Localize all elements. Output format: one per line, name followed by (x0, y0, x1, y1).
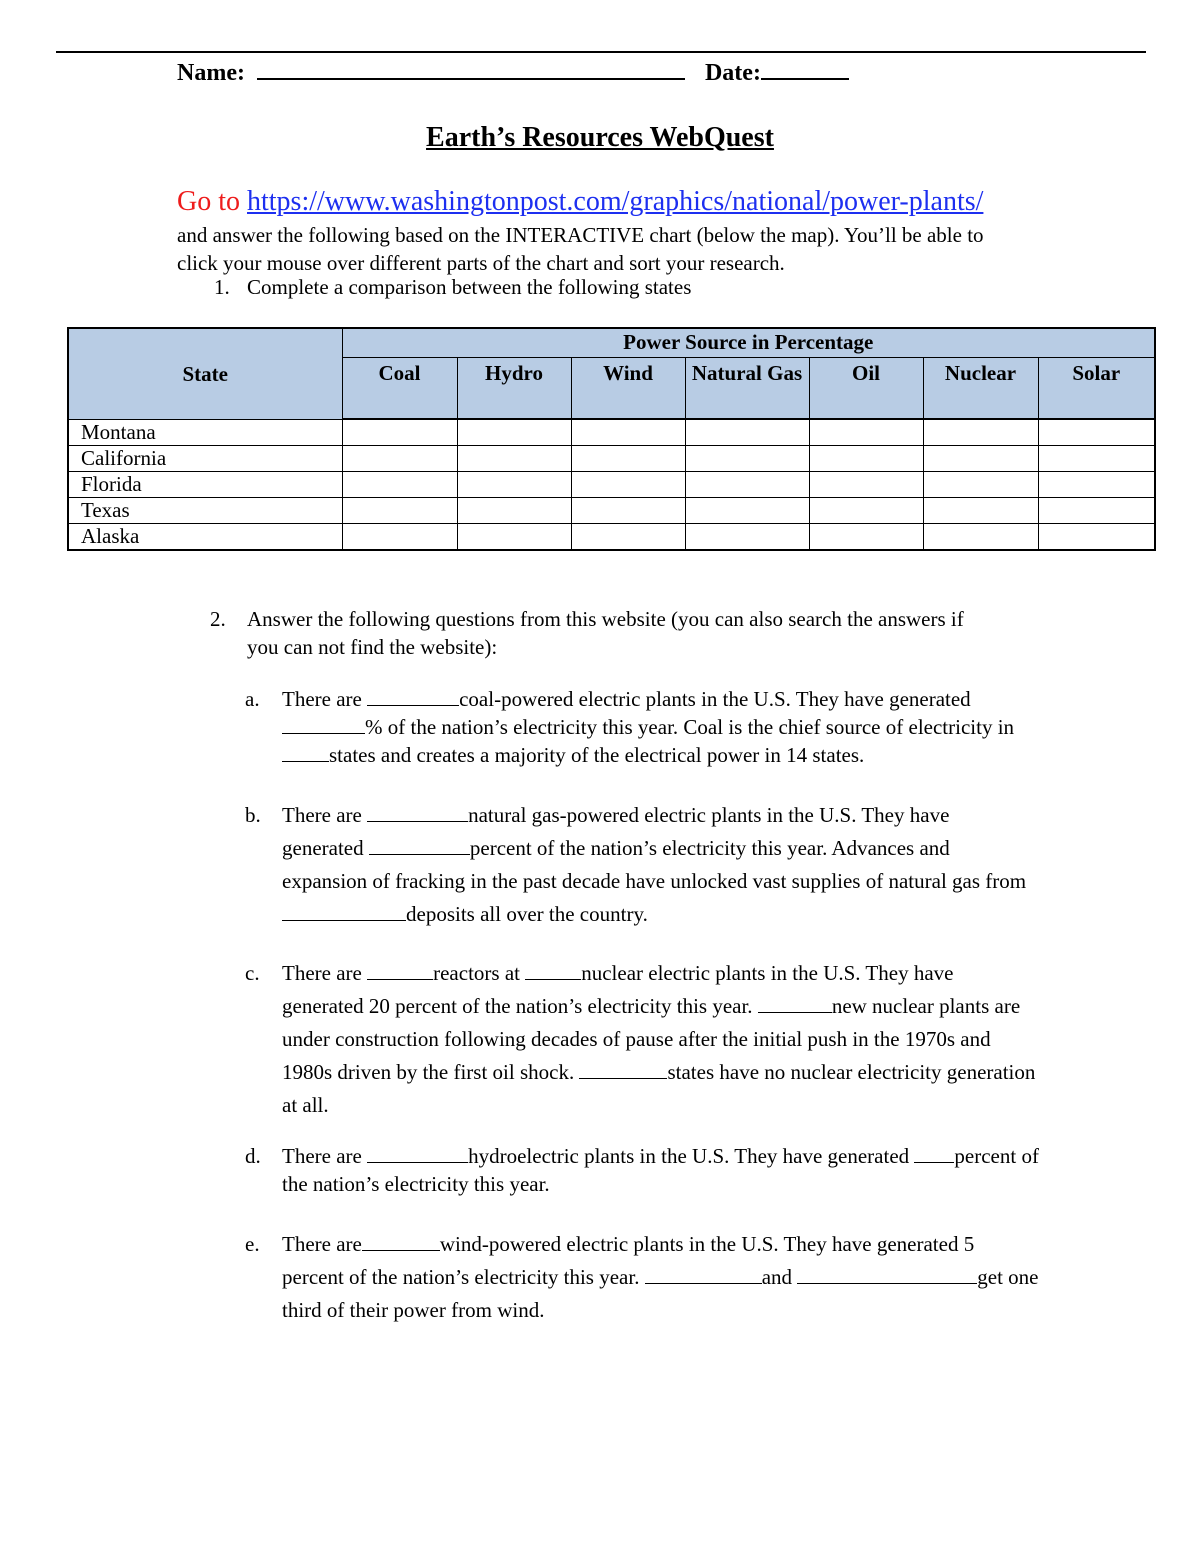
answer-cell[interactable] (342, 498, 457, 524)
row-state-label: Alaska (68, 524, 342, 551)
name-label: Name: (177, 60, 245, 86)
question-1-number: 1. (214, 275, 230, 299)
row-state-label: Florida (68, 472, 342, 498)
date-blank[interactable] (761, 77, 849, 80)
answer-cell[interactable] (342, 472, 457, 498)
answer-cell[interactable] (685, 472, 809, 498)
question-1 (214, 275, 691, 300)
answer-blank[interactable] (914, 1161, 954, 1163)
q2e-text: There are (282, 1232, 362, 1256)
answer-cell[interactable] (571, 524, 685, 551)
question-2-line-1: Answer the following questions from this website (you can also search the answers if (247, 607, 964, 631)
answer-blank[interactable] (369, 853, 470, 855)
answer-cell[interactable] (685, 498, 809, 524)
q2c-text: under construction following decades of pause after the initial push in the 1970s and (282, 1027, 991, 1051)
table-row (68, 419, 1155, 446)
answer-cell[interactable] (1038, 419, 1155, 446)
question-2e (245, 1228, 1125, 1327)
q2c-text: at all. (282, 1093, 329, 1117)
intro-line-1: and answer the following based on the INTERACTIVE chart (below the map). You’ll be able to (177, 223, 984, 247)
q2c-text: 1980s driven by the first oil shock. (282, 1060, 580, 1084)
col-header-coal: Coal (342, 358, 457, 420)
q2b-text: expansion of fracking in the past decade have unlocked vast supplies of natural gas from (282, 869, 1027, 893)
answer-blank[interactable] (282, 760, 329, 762)
top-rule (56, 51, 1146, 53)
q2b-text: deposits all over the country. (406, 902, 648, 926)
q2b-text: natural gas-powered electric plants in the U.S. They have (468, 803, 950, 827)
webquest-link[interactable]: https://www.washingtonpost.com/graphics/national/power-plants/ (247, 186, 984, 217)
answer-cell[interactable] (685, 446, 809, 472)
table-row (68, 472, 1155, 498)
answer-cell[interactable] (457, 472, 571, 498)
row-state-label: Texas (68, 498, 342, 524)
col-header-solar: Solar (1038, 358, 1155, 420)
question-2a-letter: a. (245, 687, 260, 711)
answer-cell[interactable] (342, 524, 457, 551)
answer-blank[interactable] (367, 1161, 468, 1163)
answer-cell[interactable] (685, 419, 809, 446)
answer-cell[interactable] (457, 498, 571, 524)
q2a-text: There are (282, 687, 368, 711)
table-row (68, 446, 1155, 472)
question-2d-letter: d. (245, 1144, 261, 1168)
name-date-line (177, 60, 849, 87)
q2e-text: percent of the nation’s electricity this year. (282, 1265, 645, 1289)
question-2a (245, 685, 1125, 769)
answer-blank[interactable] (579, 1077, 667, 1079)
intro-paragraph (177, 221, 1137, 277)
answer-blank[interactable] (367, 704, 459, 706)
answer-blank[interactable] (797, 1282, 977, 1284)
answer-cell[interactable] (809, 524, 923, 551)
q2c-text: There are (282, 961, 368, 985)
answer-cell[interactable] (809, 498, 923, 524)
intro-line-2: click your mouse over different parts of the chart and sort your research. (177, 251, 785, 275)
q2b-text: There are (282, 803, 368, 827)
q2d-text: hydroelectric plants in the U.S. They have generated (468, 1144, 915, 1168)
answer-blank[interactable] (282, 919, 406, 921)
name-blank[interactable] (257, 77, 685, 80)
answer-cell[interactable] (809, 446, 923, 472)
answer-blank[interactable] (367, 820, 468, 822)
q2b-text: percent of the nation’s electricity this year. Advances and (469, 836, 950, 860)
question-2b-letter: b. (245, 803, 261, 827)
col-header-hydro: Hydro (457, 358, 571, 420)
q2c-text: nuclear electric plants in the U.S. They have (581, 961, 954, 985)
answer-cell[interactable] (571, 446, 685, 472)
col-header-wind: Wind (571, 358, 685, 420)
row-state-label: California (68, 446, 342, 472)
question-2c (245, 957, 1125, 1122)
answer-cell[interactable] (809, 472, 923, 498)
goto-prefix: Go to (177, 186, 240, 217)
answer-cell[interactable] (457, 446, 571, 472)
q2a-text: coal-powered electric plants in the U.S. They have generated (459, 687, 971, 711)
question-1-text: Complete a comparison between the following states (247, 275, 692, 299)
q2d-text: There are (282, 1144, 368, 1168)
row-state-label: Montana (68, 419, 342, 446)
q2c-text: generated 20 percent of the nation’s electricity this year. (282, 994, 758, 1018)
power-source-header: Power Source in Percentage (342, 328, 1155, 358)
q2c-text: new nuclear plants are (831, 994, 1021, 1018)
question-2e-letter: e. (245, 1232, 260, 1256)
question-2c-letter: c. (245, 961, 260, 985)
answer-cell[interactable] (457, 419, 571, 446)
date-label: Date: (704, 60, 761, 86)
answer-blank[interactable] (362, 1249, 440, 1251)
answer-cell[interactable] (923, 446, 1038, 472)
answer-cell[interactable] (923, 419, 1038, 446)
answer-blank[interactable] (367, 978, 433, 980)
answer-cell[interactable] (571, 498, 685, 524)
answer-cell[interactable] (342, 446, 457, 472)
q2c-text: states have no nuclear electricity generation (667, 1060, 1036, 1084)
question-2 (210, 605, 1110, 661)
answer-cell[interactable] (457, 524, 571, 551)
question-2-line-2: you can not find the website): (247, 635, 498, 659)
col-header-nuclear: Nuclear (923, 358, 1038, 420)
answer-cell[interactable] (923, 472, 1038, 498)
page-title: Earth’s Resources WebQuest (426, 122, 774, 153)
answer-cell[interactable] (1038, 446, 1155, 472)
answer-cell[interactable] (342, 419, 457, 446)
answer-cell[interactable] (571, 419, 685, 446)
state-header: State (68, 328, 342, 419)
q2e-text: and (761, 1265, 798, 1289)
question-2b (245, 799, 1125, 931)
q2e-text: wind-powered electric plants in the U.S. They have generated 5 (439, 1232, 975, 1256)
answer-cell[interactable] (923, 524, 1038, 551)
q2e-text: third of their power from wind. (282, 1298, 545, 1322)
col-header-natural-gas: Natural Gas (685, 358, 809, 420)
answer-cell[interactable] (1038, 472, 1155, 498)
q2b-text: generated (282, 836, 369, 860)
q2e-text: get one (977, 1265, 1039, 1289)
answer-blank[interactable] (525, 978, 581, 980)
comparison-table (67, 327, 1156, 551)
answer-blank[interactable] (758, 1011, 832, 1013)
question-2d (245, 1142, 1125, 1198)
goto-line (177, 186, 983, 218)
answer-cell[interactable] (809, 419, 923, 446)
table-row (68, 498, 1155, 524)
q2a-text: states and creates a majority of the electrical power in 14 states. (329, 743, 865, 767)
q2d-text: percent of (954, 1144, 1039, 1168)
col-header-oil: Oil (809, 358, 923, 420)
answer-cell[interactable] (1038, 498, 1155, 524)
answer-cell[interactable] (571, 472, 685, 498)
table-row (68, 524, 1155, 551)
answer-cell[interactable] (923, 498, 1038, 524)
answer-cell[interactable] (685, 524, 809, 551)
q2c-text: reactors at (433, 961, 526, 985)
answer-blank[interactable] (645, 1282, 762, 1284)
question-2-number: 2. (210, 607, 226, 631)
q2d-text: the nation’s electricity this year. (282, 1172, 550, 1196)
answer-blank[interactable] (282, 732, 365, 734)
answer-cell[interactable] (1038, 524, 1155, 551)
q2a-text: % of the nation’s electricity this year. Coal is the chief source of electricity in (365, 715, 1015, 739)
